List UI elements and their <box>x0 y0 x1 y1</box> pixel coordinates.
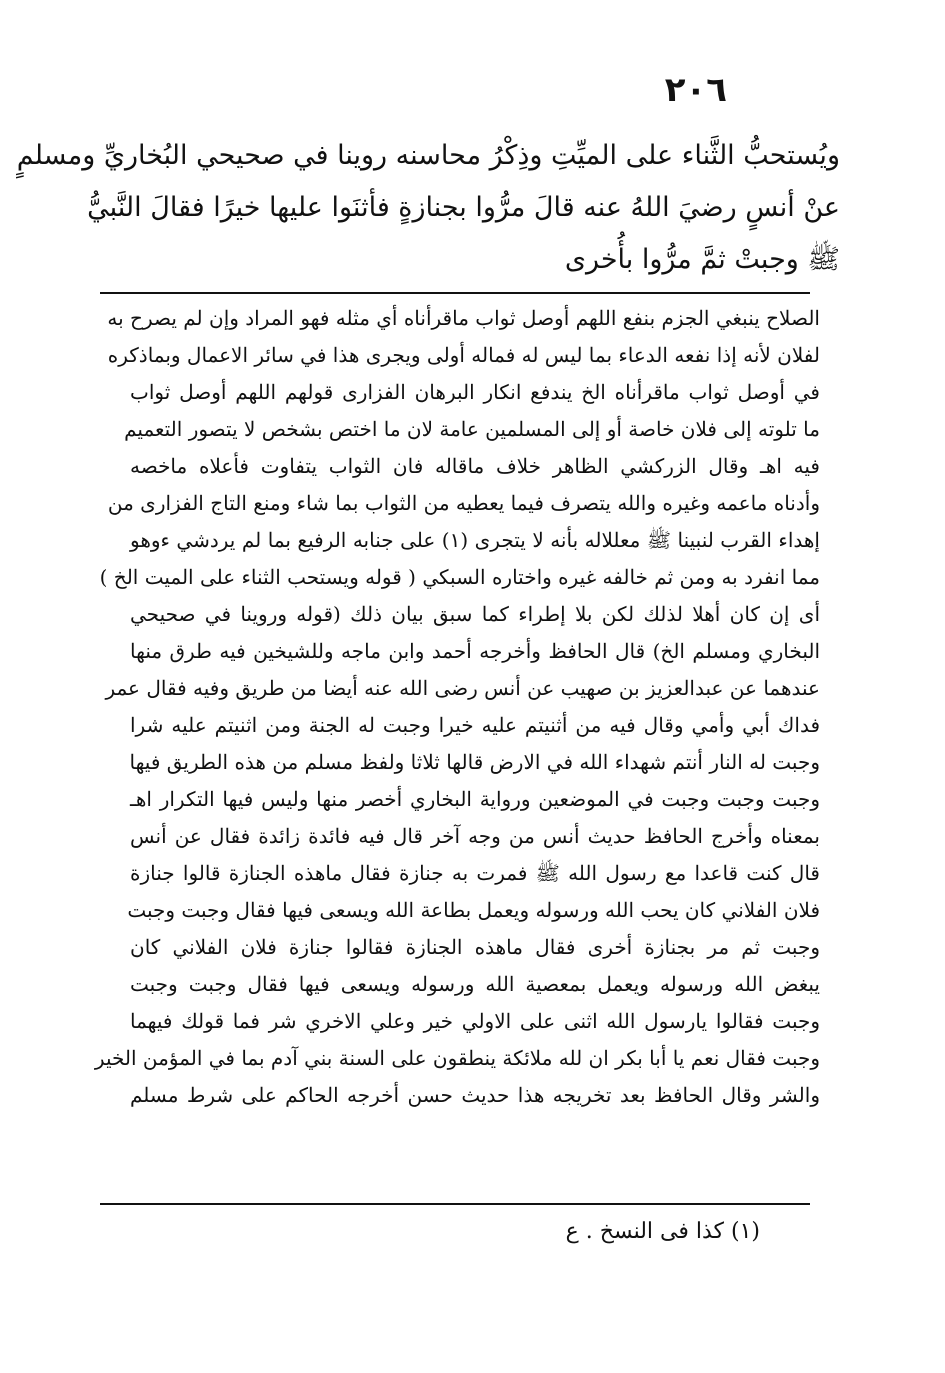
commentary-line: والشر وقال الحافظ بعد تخريجه هذا حديث حسن أخرجه الحاكم على شرط مسلم <box>130 1083 820 1107</box>
footnote: (١) كذا فى النسخ . ع <box>565 1219 760 1244</box>
commentary-line: يبغض الله ورسوله ويعمل بمعصية الله ورسوله ويسعى فيها فقال وجبت وجبت <box>130 972 820 996</box>
commentary-line: فداك أبي وأمي وقال فيه من أثنيتم عليه خيرا وجبت له الجنة ومن اثنيتم عليه شرا <box>130 713 820 737</box>
main-text-line: ﷺ وجبتْ ثمَّ مرُّوا بأُخرى <box>564 244 840 275</box>
commentary-line: قال كنت قاعدا مع رسول الله ﷺ فمرت به جنازة فقال ماهذه الجنازة قالوا جنازة <box>130 861 820 885</box>
commentary-line: ما تلوته إلى فلان خاصة أو إلى المسلمين عامة لان ما اختص بشخص لا يتصور التعميم <box>124 417 820 441</box>
commentary-line: وجبت له النار أنتم شهداء الله في الارض قالها ثلاثا ولفظ مسلم من هذه الطريق فيها <box>129 750 820 774</box>
commentary-line: فيه اهـ وقال الزركشي الظاهر خلاف ماقاله فان الثواب يتفاوت فأعلاه ماخصه <box>130 454 820 478</box>
commentary-line: أى إن كان أهلا لذلك لكن بلا إطراء كما سبق بيان ذلك (قوله وروينا في صحيحي <box>130 602 820 626</box>
commentary-line: الصلاح ينبغي الجزم بنفع اللهم أوصل ثواب ماقرأناه أي مثله فهو المراد وإن لم يصرح به <box>107 306 820 330</box>
commentary-divider <box>100 292 810 294</box>
commentary-line: في أوصل ثواب ماقرأناه الخ يندفع انكار البرهان الفزارى قولهم اللهم أوصل ثواب <box>130 380 820 404</box>
commentary-line: وجبت وجبت وجبت في الموضعين ورواية البخاري أخصر منها وليس فيها التكرار اهـ <box>130 787 820 811</box>
main-text-block <box>16 130 840 286</box>
commentary-line: وأدناه ماعمه وغيره والله يتصرف فيما يعطيه من الثواب بما شاء ومنع التاج الفزارى من <box>107 491 820 515</box>
commentary-line: وجبت ثم مر بجنازة أخرى فقال ماهذه الجنازة فقالوا جنازة فلان الفلاني كان <box>130 935 820 959</box>
commentary-line: مما انفرد به ومن ثم خالفه غيره واختاره السبكي ( قوله ويستحب الثناء على الميت الخ ) <box>99 565 820 589</box>
commentary-line: بمعناه وأخرج الحافظ حديث أنس من وجه آخر قال فيه فائدة زائدة فقال عن أنس <box>130 824 820 848</box>
commentary-line: عندهما عن عبدالعزيز بن صهيب عن أنس رضى الله عنه أيضا من طريق وفيه فقال عمر <box>105 676 820 700</box>
commentary-line: وجبت فقالوا يارسول الله اثنى على الاولي خير وعلي الاخري شر فما قولك فيهما <box>130 1009 820 1033</box>
commentary-line: البخاري ومسلم الخ) قال الحافظ وأخرجه أحمد وابن ماجه وللشيخين فيه طرق منها <box>130 639 820 663</box>
page-number: ٢٠٦ <box>664 70 727 110</box>
commentary-line: وجبت فقال نعم يا أبا بكر ان لله ملائكة ينطقون على السنة بني آدم بما في المؤمن الخير <box>94 1046 820 1070</box>
main-text-line: عنْ أنسٍ رضيَ اللهُ عنه قالَ مرُّوا بجنازةٍ فأثنَوا عليها خيرًا فقالَ النَّبيُّ <box>87 192 840 223</box>
footnote-divider <box>100 1203 810 1205</box>
commentary-block <box>94 300 820 1114</box>
commentary-line: إهداء القرب لنبينا ﷺ معللاله بأنه لا يتجرى (١) على جنابه الرفيع بما لم يردشي ءوهو <box>130 528 820 552</box>
main-text-line: ويُستحبُّ الثَّناء على الميِّتِ وذِكْرُ محاسنه روينا في صحيحي البُخاريِّ ومسلمٍ <box>16 140 840 171</box>
commentary-line: فلان الفلاني كان يحب الله ورسوله ويعمل بطاعة الله ويسعى فيها فقال وجبت وجبت <box>127 898 820 922</box>
commentary-line: لفلان لأنه إذا نفعه الدعاء بما ليس له فماله أولى ويجرى هذا في سائر الاعمال وبماذكره <box>107 343 820 367</box>
